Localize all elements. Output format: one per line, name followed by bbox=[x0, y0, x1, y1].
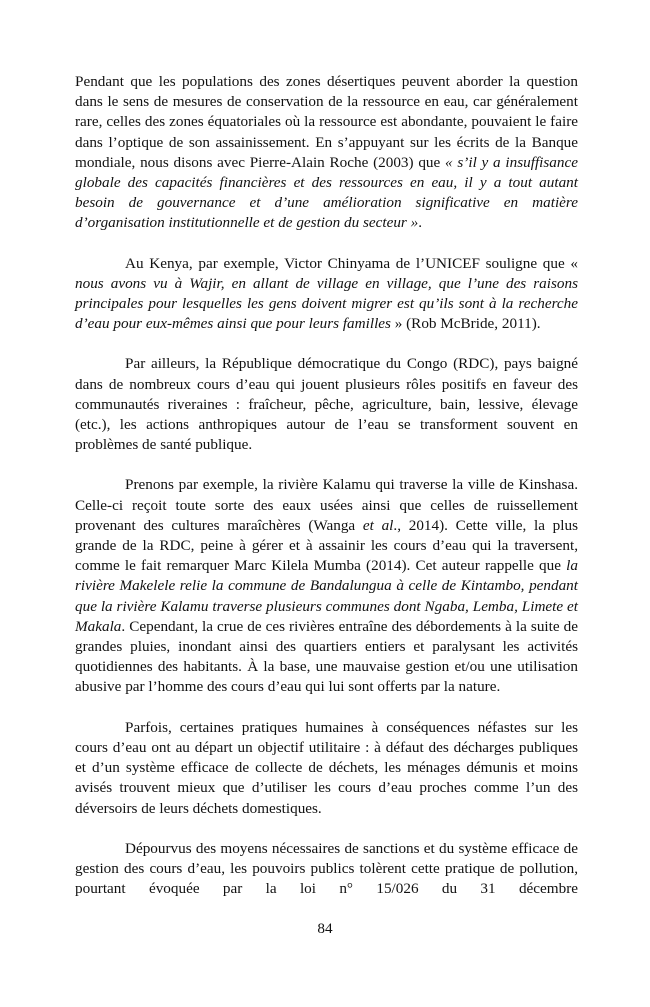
paragraph-4: Prenons par exemple, la rivière Kalamu qui traverse la ville de Kinshasa. Celle-ci reçoit toute sorte des eaux usées ainsi que celles de ruissellement provenant des cultures maraîchères (Wanga et al., 2014). Cette ville, la plus grande de la RDC, peine à gérer et à assainir les cours d’eau qui la traversent, comme le fait remarquer Marc Kilela Mumba (2014). Cet auteur rappelle que la rivière Makelele relie la commune de Bandalungua à celle de Kintambo, pendant que la rivière Kalamu traverse plusieurs communes dont Ngaba, Lemba, Limete et Makala. Cependant, la crue de ces rivières entraîne des débordements à la suite de grandes pluies, inondant ainsi des quartiers entiers et paralysant les activités quotidiennes des habitants. À la base, une mauvaise gestion et/ou une utilisation abusive par l’homme des cours d’eau qui lui sont offerts par la nature. bbox=[75, 476, 578, 696]
paragraph-3: Par ailleurs, la République démocratique du Congo (RDC), pays baigné dans de nombreux cours d’eau qui jouent plusieurs rôles positifs en faveur des communautés riveraines : fraîcheur, pêche, agriculture, bain, lessive, élevage (etc.), les actions anthropiques autour de l’eau se transforment souvent en problèmes de santé publique. bbox=[75, 355, 578, 454]
paragraph-2: Au Kenya, par exemple, Victor Chinyama de l’UNICEF souligne que « nous avons vu à Wajir, en allant de village en village, que l’une des raisons principales pour lesquelles les gens doivent migrer est qu’ils sont à la recherche d’eau pour eux-mêmes ainsi que pour leurs familles » (Rob McBride, 2011). bbox=[75, 254, 578, 333]
page-number: 84 bbox=[317, 920, 333, 937]
body-text bbox=[75, 72, 578, 899]
paragraph-1: Pendant que les populations des zones désertiques peuvent aborder la question dans le sens de mesures de conservation de la ressource en eau, car généralement rare, celles des zones équatoriales où la ressource est abondante, pouvaient le faire dans l’optique de son assainissement. En s’appuyant sur les écrits de la Banque mondiale, nous disons avec Pierre-Alain Roche (2003) que « s’il y a insuffisance globale des capacités financières et des ressources en eau, il y a tout autant besoin de gouvernance et d’une amélioration significative en matière d’organisation institutionnelle et de gestion du secteur ». bbox=[75, 73, 578, 232]
paragraph-5: Parfois, certaines pratiques humaines à conséquences néfastes sur les cours d’eau ont au départ un objectif utilitaire : à défaut des décharges publiques et d’un système efficace de collecte de déchets, les ménages démunis et moins avisés trouvent mieux que d’utiliser les cours d’eau proches comme l’un des déversoirs de leurs déchets domestiques. bbox=[75, 718, 578, 817]
paragraph-6: Dépourvus des moyens nécessaires de sanctions et du système efficace de gestion des cours d’eau, les pouvoirs publics tolèrent cette pratique de pollution, pourtant évoquée par la loi n° 15/026 du 31 décembre bbox=[75, 839, 578, 898]
